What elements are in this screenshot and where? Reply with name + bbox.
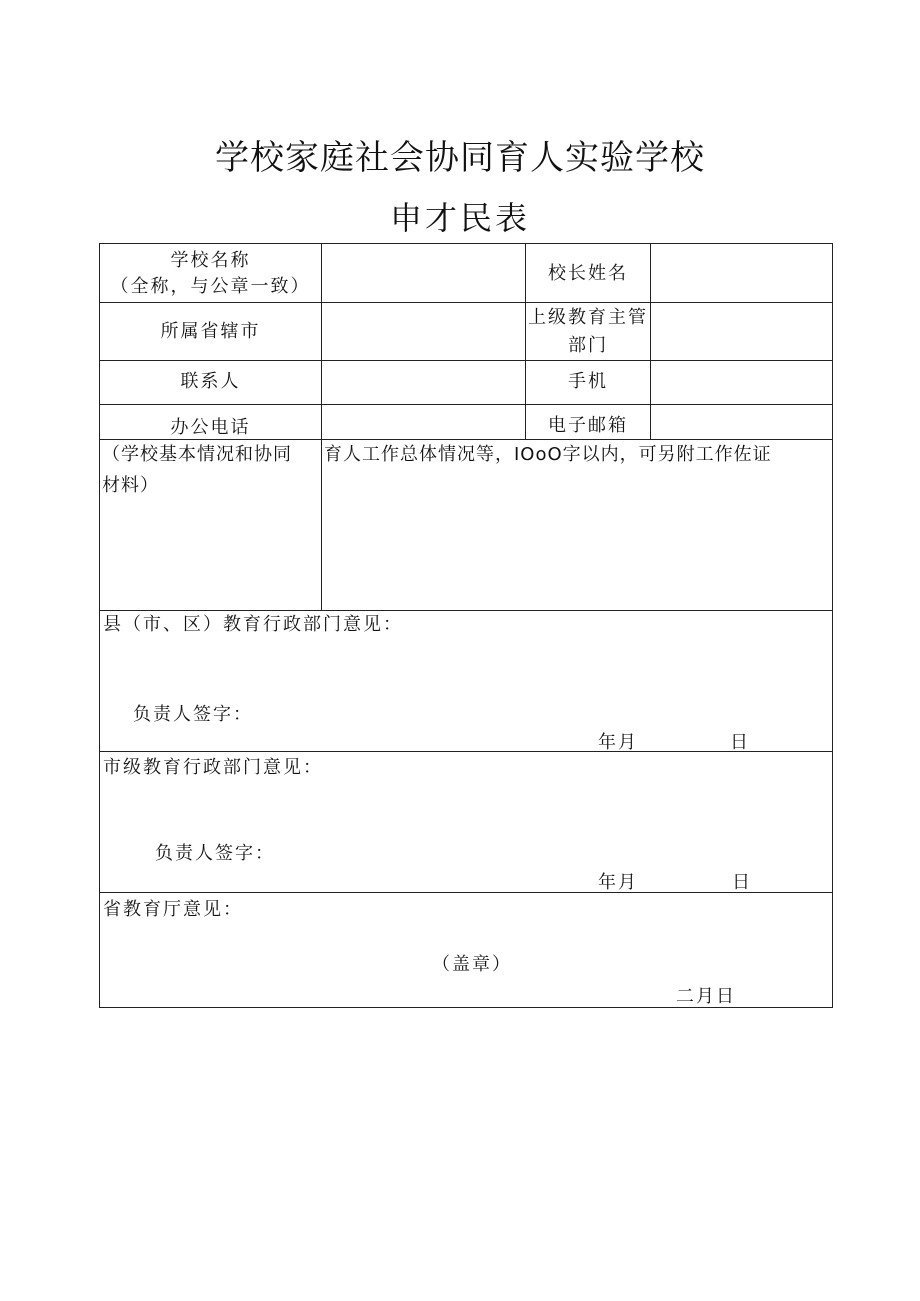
mobile-field[interactable] (651, 361, 832, 404)
county-date-year-month: 年月 (598, 732, 638, 753)
office-phone-label: 办公电话 (170, 417, 251, 438)
row-divider (100, 892, 832, 893)
city-date-year-month: 年月 (598, 872, 638, 893)
city-signature-label: 负责人签字： (155, 843, 275, 864)
supervisor-label-line2: 部门 (568, 335, 608, 356)
email-label: 电子邮箱 (548, 415, 628, 436)
email-field[interactable] (651, 405, 832, 439)
basic-info-instructions: 育人工作总体情况等，IOoO字以内，可另附工作佐证 (324, 444, 772, 465)
contact-person-field[interactable] (322, 361, 525, 404)
basic-info-textarea[interactable] (322, 470, 832, 610)
city-opinion-label: 市级教育行政部门意见： (103, 757, 323, 778)
county-date-day: 日 (730, 732, 750, 753)
county-opinion-label: 县（市、区）教育行政部门意见： (103, 614, 403, 635)
supervisor-label-line1: 上级教育主管 (528, 307, 648, 328)
school-name-label: 学校名称 (170, 250, 251, 271)
document-title: 学校家庭社会协同育人实验学校 (215, 138, 705, 178)
city-field[interactable] (322, 303, 525, 360)
application-form-table (99, 243, 833, 1008)
city-date-day: 日 (732, 872, 752, 893)
city-opinion-field[interactable] (100, 782, 832, 838)
seal-label: （盖章） (432, 954, 512, 975)
city-label: 所属省辖市 (160, 321, 261, 342)
contact-person-label: 联系人 (180, 371, 241, 392)
school-name-field[interactable] (322, 244, 525, 302)
mobile-label: 手机 (568, 371, 608, 392)
basic-info-label: （学校基本情况和协同 (102, 444, 292, 465)
principal-name-label: 校长姓名 (548, 263, 628, 284)
province-opinion-label: 省教育厅意见： (103, 899, 243, 920)
row-divider (100, 610, 832, 611)
row-divider (100, 751, 832, 752)
county-signature-label: 负责人签字： (133, 704, 253, 725)
document-subtitle: 申才民表 (389, 199, 530, 237)
county-opinion-field[interactable] (100, 639, 832, 699)
office-phone-field[interactable] (322, 405, 525, 439)
province-opinion-field[interactable] (100, 924, 832, 950)
province-date: 二月日 (676, 986, 736, 1007)
supervisor-field[interactable] (651, 303, 832, 360)
school-name-note: （全称，与公章一致） (110, 276, 311, 297)
principal-name-field[interactable] (651, 244, 832, 302)
basic-info-label-cont: 材料） (102, 475, 159, 496)
